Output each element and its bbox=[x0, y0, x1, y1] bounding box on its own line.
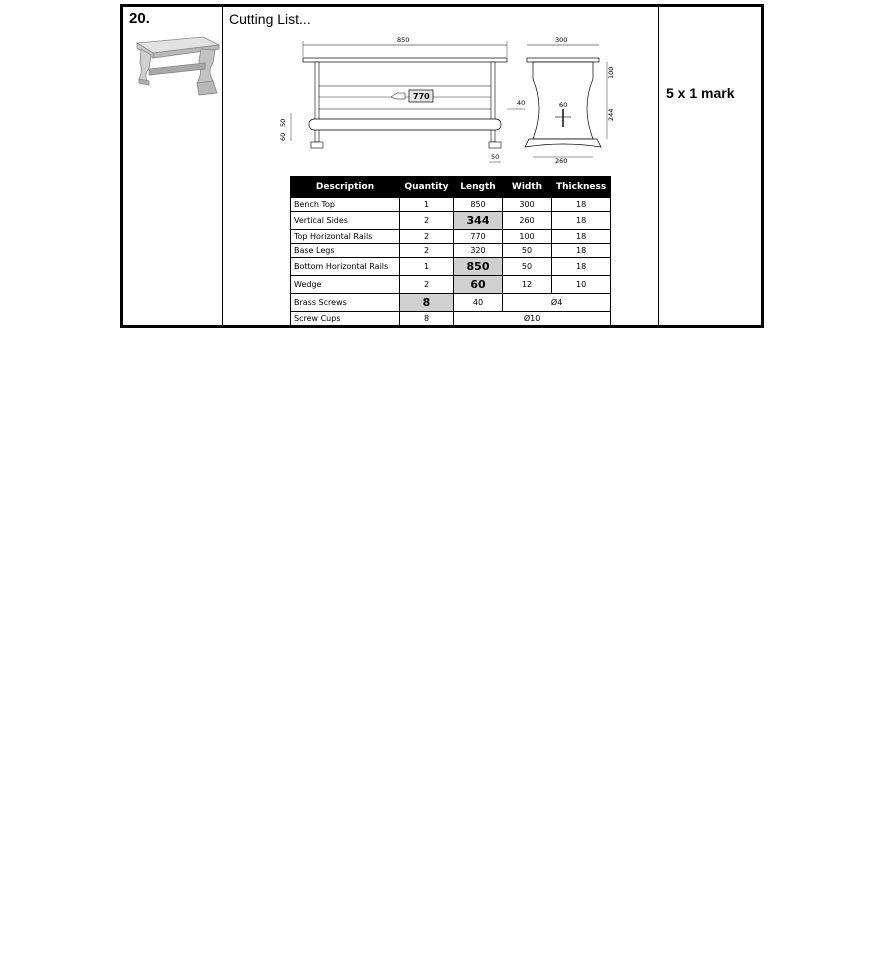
row-description: Brass Screws bbox=[291, 294, 400, 312]
header-thickness: Thickness bbox=[552, 177, 611, 198]
row-width: 260 bbox=[503, 212, 552, 230]
question-body-cell bbox=[223, 7, 659, 325]
row-thickness: 18 bbox=[552, 212, 611, 230]
row-length: 40 bbox=[454, 294, 503, 312]
row-thickness: 18 bbox=[552, 198, 611, 212]
header-length: Length bbox=[454, 177, 503, 198]
question-number: 20. bbox=[129, 10, 150, 27]
dim-770-label: 770 bbox=[413, 92, 430, 101]
table-row bbox=[291, 244, 611, 258]
dim-50-left-label: 50 bbox=[279, 118, 287, 127]
table-row bbox=[291, 294, 611, 312]
row-description: Bottom Horizontal Rails bbox=[291, 258, 400, 276]
row-width: 100 bbox=[503, 230, 552, 244]
row-width: 50 bbox=[503, 244, 552, 258]
row-quantity: 2 bbox=[400, 212, 454, 230]
marks-cell bbox=[659, 7, 761, 325]
dim-100-label: 100 bbox=[607, 66, 615, 79]
row-length: 770 bbox=[454, 230, 503, 244]
row-diameter: Ø10 bbox=[454, 312, 611, 326]
header-description: Description bbox=[291, 177, 400, 198]
question-number-cell bbox=[123, 7, 223, 325]
row-quantity: 2 bbox=[400, 230, 454, 244]
cutting-list-header-row bbox=[291, 177, 611, 198]
row-description: Bench Top bbox=[291, 198, 400, 212]
row-description: Screw Cups bbox=[291, 312, 400, 326]
dim-50-label: 50 bbox=[491, 153, 500, 161]
row-width: 50 bbox=[503, 258, 552, 276]
table-row bbox=[291, 258, 611, 276]
dim-244-label: 244 bbox=[607, 108, 615, 121]
row-description: Wedge bbox=[291, 276, 400, 294]
cutting-list-table bbox=[290, 176, 611, 326]
bench-illustration bbox=[133, 33, 221, 103]
row-length-highlighted: 850 bbox=[454, 258, 503, 276]
row-quantity: 2 bbox=[400, 244, 454, 258]
row-thickness: 10 bbox=[552, 276, 611, 294]
table-row bbox=[291, 312, 611, 326]
row-description: Top Horizontal Rails bbox=[291, 230, 400, 244]
row-length: 320 bbox=[454, 244, 503, 258]
header-quantity: Quantity bbox=[400, 177, 454, 198]
row-length: 850 bbox=[454, 198, 503, 212]
dim-260-label: 260 bbox=[555, 157, 568, 165]
row-description: Vertical Sides bbox=[291, 212, 400, 230]
row-thickness: 18 bbox=[552, 230, 611, 244]
marks-label: 5 x 1 mark bbox=[666, 85, 735, 101]
table-row bbox=[291, 230, 611, 244]
row-quantity: 1 bbox=[400, 258, 454, 276]
bench-technical-drawing bbox=[263, 29, 623, 169]
dim-60-left-label: 60 bbox=[279, 132, 287, 141]
row-width: 300 bbox=[503, 198, 552, 212]
dim-60-label: 60 bbox=[559, 101, 568, 109]
header-width: Width bbox=[503, 177, 552, 198]
row-quantity-highlighted: 8 bbox=[400, 294, 454, 312]
dim-850-label: 850 bbox=[397, 36, 410, 44]
row-length-highlighted: 60 bbox=[454, 276, 503, 294]
dim-300-label: 300 bbox=[555, 36, 568, 44]
row-quantity: 1 bbox=[400, 198, 454, 212]
dim-40-label: 40 bbox=[517, 99, 526, 107]
row-thickness: 18 bbox=[552, 258, 611, 276]
row-diameter: Ø4 bbox=[503, 294, 611, 312]
row-thickness: 18 bbox=[552, 244, 611, 258]
question-title: Cutting List... bbox=[229, 11, 311, 27]
table-row bbox=[291, 198, 611, 212]
question-table bbox=[120, 4, 764, 328]
row-quantity: 2 bbox=[400, 276, 454, 294]
row-length-highlighted: 344 bbox=[454, 212, 503, 230]
table-row bbox=[291, 212, 611, 230]
row-quantity: 8 bbox=[400, 312, 454, 326]
table-row bbox=[291, 276, 611, 294]
row-width: 12 bbox=[503, 276, 552, 294]
row-description: Base Legs bbox=[291, 244, 400, 258]
